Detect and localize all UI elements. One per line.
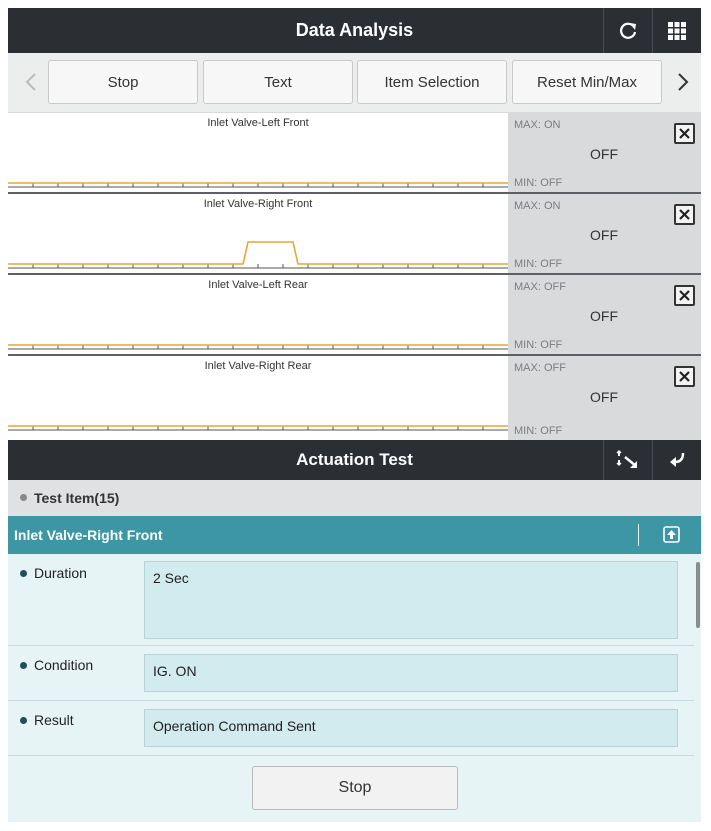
- refresh-icon: [617, 20, 639, 42]
- result-label: Result: [34, 712, 74, 728]
- graph-title: Inlet Valve-Left Rear: [208, 279, 308, 291]
- max-value: MAX: ON: [514, 200, 561, 212]
- stat-panel: [508, 194, 701, 273]
- toolbar: [8, 53, 701, 113]
- graph-row: [8, 113, 701, 194]
- item-selection-button[interactable]: Item Selection: [357, 60, 507, 104]
- bullet-icon: [20, 717, 27, 724]
- min-value: MIN: OFF: [514, 258, 563, 270]
- signal-plot: [8, 356, 508, 435]
- graph-row: [8, 194, 701, 275]
- remove-graph-button[interactable]: [674, 285, 695, 306]
- graph-title: Inlet Valve-Right Rear: [204, 360, 312, 372]
- chevron-left-icon: [25, 72, 37, 92]
- condition-row: [8, 646, 694, 701]
- current-value: OFF: [590, 146, 618, 162]
- selected-test-label: Inlet Valve-Right Front: [14, 527, 163, 543]
- stop-test-button[interactable]: Stop: [252, 766, 458, 810]
- expand-button[interactable]: [603, 440, 652, 480]
- refresh-button[interactable]: [603, 8, 652, 53]
- remove-graph-button[interactable]: [674, 204, 695, 225]
- return-button[interactable]: [652, 440, 701, 480]
- min-value: MIN: OFF: [514, 339, 563, 351]
- condition-field[interactable]: IG. ON: [144, 654, 678, 692]
- test-item-count: Test Item(15): [34, 490, 120, 506]
- reset-min-max-button[interactable]: Reset Min/Max: [512, 60, 662, 104]
- bullet-icon: [20, 494, 27, 501]
- graph-row: [8, 356, 701, 440]
- signal-plot: [8, 275, 508, 354]
- selected-test-item[interactable]: [8, 516, 701, 554]
- graph-row: [8, 275, 701, 356]
- current-value: OFF: [590, 389, 618, 405]
- signal-plot: [8, 194, 508, 273]
- graph-area: [8, 356, 508, 435]
- grid-menu-icon: [667, 21, 687, 41]
- duration-row: [8, 554, 694, 646]
- return-arrow-icon: [667, 450, 687, 470]
- condition-label: Condition: [34, 657, 94, 673]
- actuation-title: Actuation Test: [296, 450, 413, 469]
- graph-area: [8, 275, 508, 354]
- current-value: OFF: [590, 227, 618, 243]
- close-icon: [679, 290, 690, 301]
- stat-panel: [508, 356, 701, 440]
- result-field[interactable]: Operation Command Sent: [144, 709, 678, 747]
- grid-menu-button[interactable]: [652, 8, 701, 53]
- actuation-header: [8, 440, 701, 480]
- max-value: MAX: OFF: [514, 362, 566, 374]
- stat-panel: [508, 113, 701, 192]
- duration-label: Duration: [34, 565, 87, 581]
- bullet-icon: [20, 570, 27, 577]
- duration-field[interactable]: 2 Sec: [144, 561, 678, 639]
- expand-arrows-icon: [616, 449, 640, 471]
- signal-plot: [8, 113, 508, 192]
- max-value: MAX: ON: [514, 119, 561, 131]
- next-button[interactable]: [668, 60, 698, 104]
- max-value: MAX: OFF: [514, 281, 566, 293]
- graph-area: [8, 113, 508, 192]
- graph-title: Inlet Valve-Right Front: [203, 198, 313, 210]
- test-item-bar: [8, 480, 701, 516]
- collapse-up-icon[interactable]: [663, 526, 680, 543]
- stop-graph-button[interactable]: Stop: [48, 60, 198, 104]
- close-icon: [679, 371, 690, 382]
- stat-panel: [508, 275, 701, 354]
- signal-line: [8, 242, 508, 264]
- min-value: MIN: OFF: [514, 177, 563, 189]
- close-icon: [679, 128, 690, 139]
- title-bar: [8, 8, 701, 53]
- prev-button[interactable]: [16, 60, 46, 104]
- current-value: OFF: [590, 308, 618, 324]
- remove-graph-button[interactable]: [674, 123, 695, 144]
- bullet-icon: [20, 662, 27, 669]
- result-row: [8, 701, 694, 756]
- page-title: Data Analysis: [295, 20, 414, 40]
- graph-title: Inlet Valve-Left Front: [207, 117, 309, 129]
- divider: [638, 524, 639, 546]
- close-icon: [679, 209, 690, 220]
- min-value: MIN: OFF: [514, 425, 563, 437]
- scrollbar[interactable]: [696, 562, 700, 628]
- test-detail-panel: [8, 554, 701, 822]
- remove-graph-button[interactable]: [674, 366, 695, 387]
- graph-area: [8, 194, 508, 273]
- text-button[interactable]: Text: [203, 60, 353, 104]
- chevron-right-icon: [677, 72, 689, 92]
